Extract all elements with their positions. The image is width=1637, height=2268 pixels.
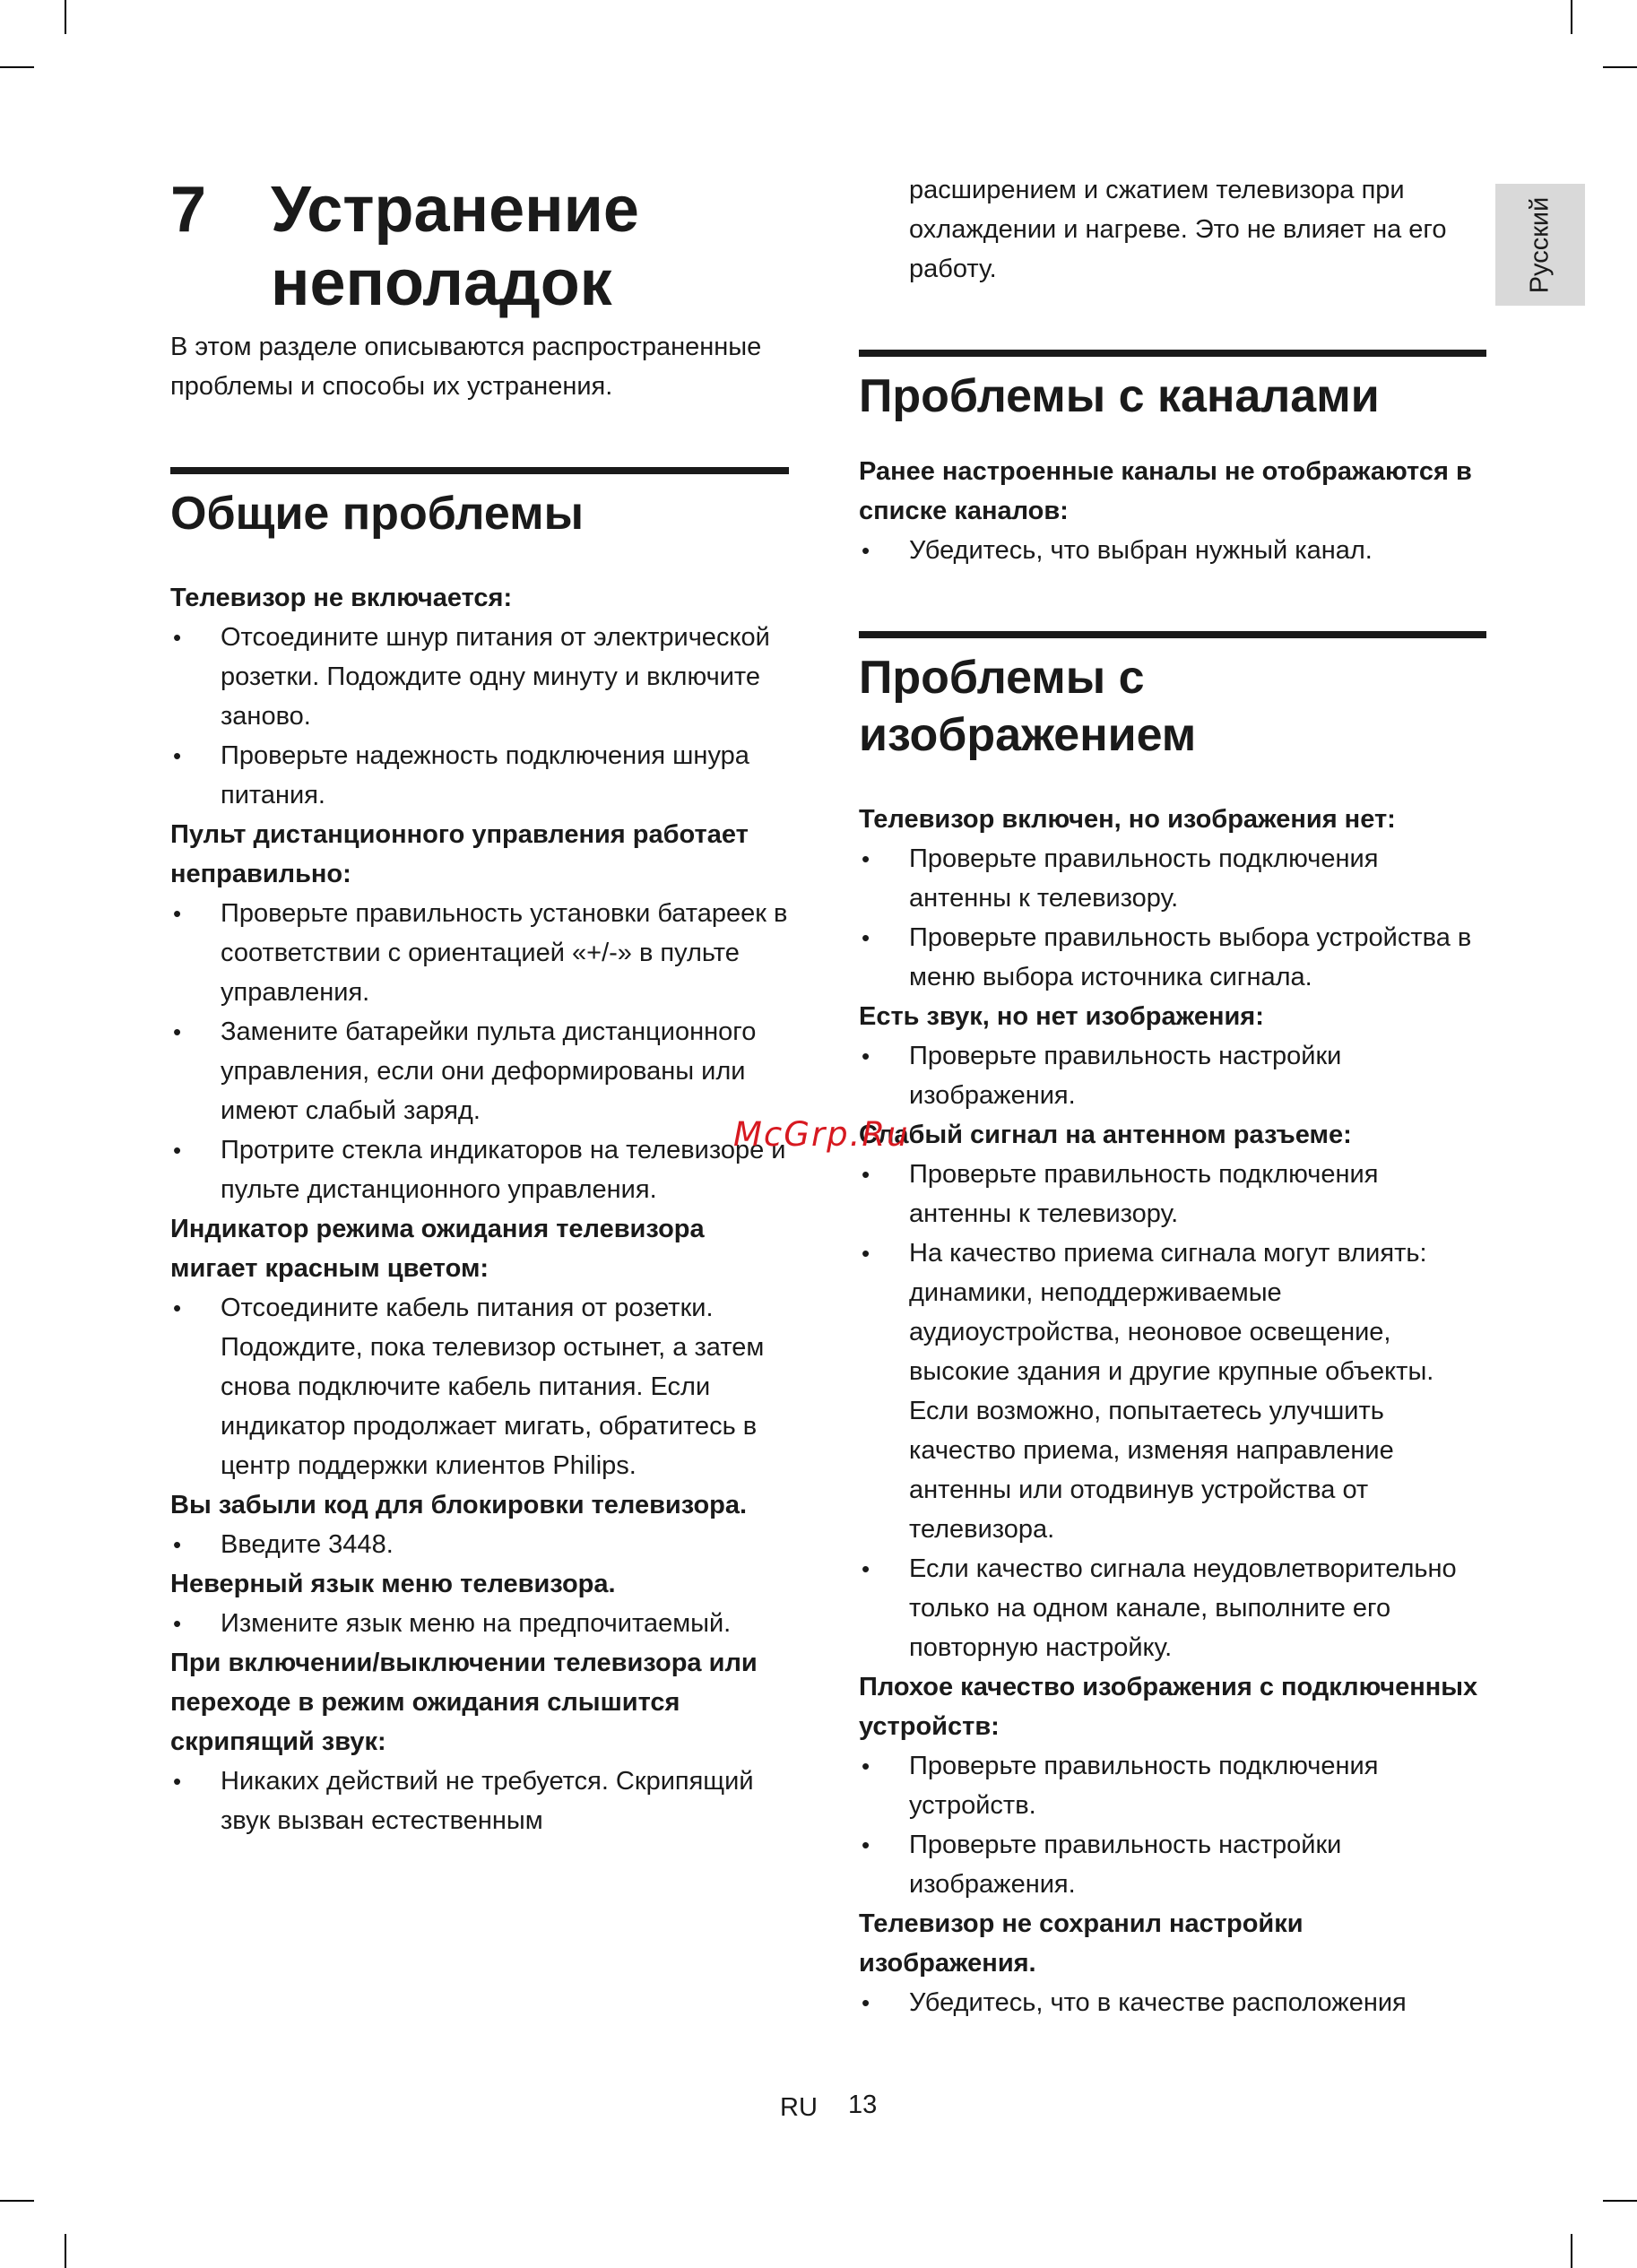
problem-question: Телевизор включен, но изображения нет:: [859, 805, 1396, 834]
picture-problems-list: [859, 800, 1486, 2022]
problem-question: При включении/выключении телевизора или переходе в режим ожидания слышится скрипящий звук:: [170, 1649, 758, 1756]
solution-list: [859, 839, 1486, 997]
solution-item: • Отсоедините шнур питания от электрической розетки. Подождите одну минуту и включите заново.: [170, 618, 789, 736]
crop-mark: [0, 66, 34, 68]
picture-heading-line2: изображением: [859, 709, 1197, 761]
crop-mark: [1603, 66, 1637, 68]
problem-question: Пульт дистанционного управления работает неправильно:: [170, 820, 749, 888]
problem-question: Неверный язык меню телевизора.: [170, 1570, 616, 1598]
chapter-title-line1: Устранение: [271, 174, 639, 246]
solution-item: • Замените батарейки пульта дистанционного управления, если они деформированы или имеют слабый заряд.: [170, 1012, 789, 1130]
solution-list: [170, 1762, 789, 1840]
watermark: McGrp.Ru: [733, 1115, 910, 1154]
channel-problems-list: [859, 452, 1486, 570]
problem-question: Телевизор не включается:: [170, 584, 513, 612]
solution-item: • Протрите стекла индикаторов на телевизоре и пульте дистанционного управления.: [170, 1130, 789, 1209]
chapter-title: [170, 173, 789, 320]
crop-mark: [0, 2200, 34, 2202]
left-column: [170, 0, 789, 1840]
problem-question: Индикатор режима ожидания телевизора мигает красным цветом:: [170, 1215, 705, 1283]
language-tab-label: Русский: [1525, 196, 1555, 293]
solution-list: [170, 618, 789, 815]
crop-mark: [1571, 2234, 1572, 2268]
section-rule: [170, 467, 789, 474]
problem-question: Плохое качество изображения с подключенных устройств:: [859, 1673, 1478, 1741]
problem-question: Вы забыли код для блокировки телевизора.: [170, 1491, 748, 1519]
solution-item: • Проверьте правильность установки батареек в соответствии с ориентацией «+/-» в пульте управления.: [170, 894, 789, 1012]
section-rule: [859, 631, 1486, 638]
solution-list: [859, 531, 1486, 570]
crop-mark: [65, 0, 66, 34]
page-number: 13: [848, 2091, 878, 2119]
crop-mark: [1571, 0, 1572, 34]
solution-item: • Убедитесь, что выбран нужный канал.: [859, 531, 1486, 570]
solution-item: • Проверьте правильность подключения устройств.: [859, 1746, 1486, 1825]
solution-item: • Измените язык меню на предпочитаемый.: [170, 1604, 789, 1643]
solution-item: • Никаких действий не требуется. Скрипящий звук вызван естественным: [170, 1762, 789, 1840]
solution-item: • Проверьте надежность подключения шнура питания.: [170, 736, 789, 815]
solution-list: [859, 1155, 1486, 1667]
solution-list: [170, 1288, 789, 1485]
channel-problems-heading: Проблемы с каналами: [859, 370, 1380, 422]
solution-list: [859, 1036, 1486, 1115]
chapter-title-line2: неполадок: [271, 247, 612, 319]
language-tab: [1495, 184, 1585, 306]
solution-list: [170, 1525, 789, 1564]
solution-item: • На качество приема сигнала могут влиять: динамики, неподдерживаемые аудиоустройства, неоновое освещение, высокие здания и другие крупные объекты. Если возможно, попытаетесь улучшить качество приема, изменяя направление антенны или отодвинув устройства от телевизора.: [859, 1234, 1486, 1549]
solution-item: • Отсоедините кабель питания от розетки. Подождите, пока телевизор остынет, а затем снова подключите кабель питания. Если индикатор продолжает мигать, обратитесь в центр поддержки клиентов Philips.: [170, 1288, 789, 1485]
solution-item: • Проверьте правильность подключения антенны к телевизору.: [859, 839, 1486, 918]
problem-question: Телевизор не сохранил настройки изображения.: [859, 1909, 1304, 1978]
picture-problems-heading: [859, 649, 1486, 764]
problem-question: Есть звук, но нет изображения:: [859, 1002, 1264, 1031]
solution-item: • Введите 3448.: [170, 1525, 789, 1564]
picture-heading-line1: Проблемы с: [859, 652, 1145, 704]
solution-item: • Убедитесь, что в качестве расположения: [859, 1983, 1486, 2022]
solution-list: [170, 894, 789, 1209]
solution-item: • Проверьте правильность выбора устройства в меню выбора источника сигнала.: [859, 918, 1486, 997]
solution-item: • Проверьте правильность настройки изображения.: [859, 1036, 1486, 1115]
section-rule: [859, 350, 1486, 357]
solution-item: • Если качество сигнала неудовлетворительно только на одном канале, выполните его повторную настройку.: [859, 1549, 1486, 1667]
footer-lang: RU: [780, 2093, 818, 2122]
continued-text: расширением и сжатием телевизора при охлаждении и нагреве. Это не влияет на его работу.: [909, 176, 1447, 283]
solution-item: • Проверьте правильность настройки изображения.: [859, 1825, 1486, 1904]
crop-mark: [1603, 2200, 1637, 2202]
right-column: [859, 0, 1486, 2022]
problem-question: Ранее настроенные каналы не отображаются в списке каналов:: [859, 457, 1472, 525]
solution-list: [170, 1604, 789, 1643]
general-problems-list: [170, 578, 789, 1840]
chapter-intro: В этом разделе описываются распространенные проблемы и способы их устранения.: [170, 333, 762, 401]
problem-question: Слабый сигнал на антенном разъеме:: [859, 1121, 1352, 1149]
solution-list: [859, 1983, 1486, 2022]
general-problems-heading: Общие проблемы: [170, 488, 584, 540]
chapter-number: 7: [170, 174, 207, 246]
crop-mark: [65, 2234, 66, 2268]
solution-list: [859, 1746, 1486, 1904]
solution-item: • Проверьте правильность подключения антенны к телевизору.: [859, 1155, 1486, 1234]
